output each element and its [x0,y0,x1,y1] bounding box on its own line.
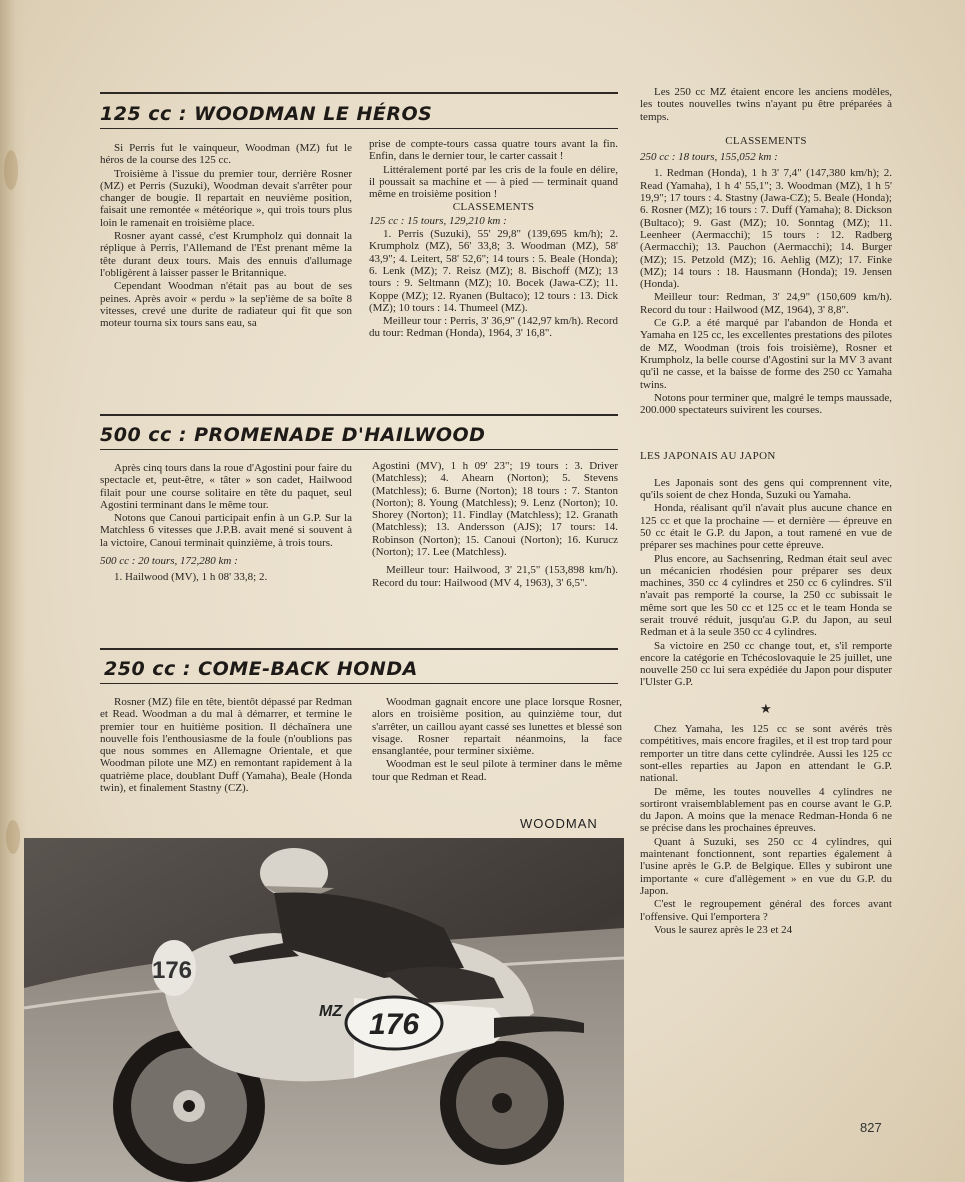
s250-col1 [100,696,352,795]
results-paragraph: Meilleur tour: Redman, 3' 24,9" (150,609 km/h). Record du tour : Hailwood (MZ, 1964), 3' 8,8". [640,291,892,316]
heading-125: 125 cc : WOODMAN LE HÉROS [100,103,433,125]
rule-500-top [100,414,618,416]
rule-250-top [100,648,618,650]
race-subtitle: 500 cc : 20 tours, 172,280 km : [100,555,238,568]
s125-col1 [100,142,352,330]
fairing-number: 176 [368,1008,420,1041]
paragraph: Si Perris fut le vainqueur, Woodman (MZ) fut le héros de la course des 125 cc. [100,142,352,167]
paragraph: Rosner ayant cassé, c'est Krumpholz qui donnait la réplique à Perris, l'Allemand de l'Est prenant même la tête durant deux tours. Mais des ennuis d'allumage l'obligèrent à laisser passer le Britannique. [100,230,352,279]
results-paragraph: 1. Perris (Suzuki), 55' 29,8" (139,695 km/h); 2. Krumpholz (MZ), 56' 33,8; 3. Woodman (MZ), 58' 43,9"; 4. Leitert, 58' 52,6"; 14 tours : 5. Beale (Honda); 6. Lenk (MZ); 7. Reisz (MZ); 8. Bischoff (MZ); 13 tours : 9. Seltmann (MZ); 10. Bocek (Jawa-CZ); 11. Koppe (MZ); 12. Ryanen (Bultaco); 12 tours : 13. Dick (MZ); 10 tours : 14. Thumeel (MZ). [369,228,618,314]
s125-col2 [369,138,618,341]
classements-heading: CLASSEMENTS [452,201,535,214]
front-number-plate: 176 [151,957,193,984]
paragraph: Notons pour terminer que, malgré le temps maussade, 200.000 spectateurs suivirent les courses. [640,391,892,417]
paper-stain [6,820,20,854]
right-column [640,86,892,937]
paragraph: Cependant Woodman n'était pas au bout de ses peines. Après avoir « perdu » la sep'ième de sa boîte 8 vitesses, crevé une durite de radiateur qui fit que son moteur tourna six tours sans eau, sa [100,280,352,330]
paragraph: Plus encore, au Sachsenring, Redman était seul avec un mécanicien rhodésien pour préparer ses deux machines, 350 cc 4 cylindres et 250 cc 6 cylindres. S'il n'avait pas remporté la course, la 250 cc subissait le même sort que les 50 cc et 125 cc et le team Honda se serait trouvé réduit, jusqu'au G.P. du Japon, au seul Redman et à la seule 350 cc 4 cylindres. [640,552,892,639]
paragraph: Rosner (MZ) file en tête, bientôt dépassé par Redman et Read. Woodman a du mal à démarrer, et termine le premier tour en huitième position. Il déchaînera une nouvelle fois l'enthousiasme de la foule (n'oublions pas que nous sommes en Allemagne Orientale, et que Woodman pilote une MZ) en remontant rapidement à la quatrième place, doublant Duff (Yamaha), Beale (Honda twin), et finalement Stastny (CZ). [100,696,352,795]
paragraph: Troisième à l'issue du premier tour, derrière Rosner (MZ) et Perris (Suzuki), Woodman devait s'arrêter pour changer de bougie. Il repartait en neuvième position, faisait une remontée « météorique », qui trois tours plus loin le ramenait en troisième place. [100,167,352,229]
rule-500-bottom [100,449,618,450]
heading-250: 250 cc : COME-BACK HONDA [104,658,418,680]
results-paragraph: Agostini (MV), 1 h 09' 23"; 19 tours : 3. Driver (Matchless); 4. Ahearn (Norton); 5. Stevens (Matchless); 6. Burne (Norton); 18 tours : 7. Stanton (Norton); 8. Young (Matchless); 9. Lenz (Norton); 10. Shorey (Norton); 11. Findlay (Matchless); 12. Granath (Matchless); 13. Andersson (AJS); 17 tours: 14. Robinson (Norton); 15. Canoui (Norton); 16. Kurucz (Norton); 17. Lee (Matchless). [372,460,618,559]
paragraph: Woodman est le seul pilote à terminer dans le même tour que Redman et Read. [372,758,622,783]
rear-wheel [440,1041,564,1165]
subheading-japonais: LES JAPONAIS AU JAPON [640,450,776,463]
rule-125-top [100,92,618,94]
star-separator: ★ [760,700,772,716]
heading-500: 500 cc : PROMENADE D'HAILWOOD [100,424,486,446]
paragraph: Quant à Suzuki, ses 250 cc 4 cylindres, qui maintenant fonctionnent, sont reparties également à l'usine après le G.P. de Belgique. Elles y subiront une importante « cure d'allègement » en vue du G.P. du Japon. [640,835,892,897]
s500-col1 [100,462,352,585]
results-paragraph: 1. Hailwood (MV), 1 h 08' 33,8; 2. [114,571,268,584]
paragraph: De même, les toutes nouvelles 4 cylindres ne sortiront vraisemblablement pas en course avant le G.P. du Japon. A moins que la menace Redman-Honda 6 ne se précise dans les prochaines épreuves. [640,785,892,835]
results-paragraph: Meilleur tour : Perris, 3' 36,9" (142,97 km/h). Record du tour: Redman (Honda), 1964, 3' 16,8". [369,315,618,340]
paragraph: Notons que Canoui participait enfin à un G.P. Sur la Matchless 6 vitesses que J.P.B. avait mené si souvent à la victoire, Canoui terminait quinzième, à trois tours. [100,512,352,549]
paper-stain [4,150,18,190]
paragraph: Vous le saurez après le 23 et 24 [654,923,793,936]
paragraph: Honda, réalisant qu'il n'avait plus aucune chance en 125 cc et que la prochaine — et dernière — épreuve en 50 cc était le G.P. du Japon, a tout ramené en vue de préparer ses machines pour cette épreuve. [640,502,892,552]
classements-heading: CLASSEMENTS [725,134,807,147]
race-photo [24,838,624,1182]
paragraph: prise de compte-tours cassa quatre tours avant la fin. Enfin, dans le dernier tour, le carter cassait ! [369,138,618,163]
results-paragraph: 1. Redman (Honda), 1 h 3' 7,4" (147,380 km/h); 2. Read (Yamaha), 1 h 4' 55,1"; 3. Woodman (MZ), 1 h 5' 19,9"; 17 tours : 4. Stastny (Jawa-CZ); 5. Beale (Honda); 6. Rosner (MZ); 16 tours : 7. Duff (Yamaha); 8. Dickson (Bultaco); 9. Gast (MZ); 10. Sonntag (MZ); 11. Leenheer (Aermacchi); 15 tours : 12. Radberg (Aermacchi); 13. Pauchon (Aermacchi); 14. Burger (MZ); 15. Petzold (MZ); 16. Aehlig (MZ); 17. Finke (MZ); 14 tours : 18. Hausmann (Honda); 19. Jensen (Honda). [640,167,892,291]
motorcycle-photo-illustration [24,838,624,1182]
race-subtitle: 125 cc : 15 tours, 129,210 km : [369,214,507,227]
rule-125-bottom [100,128,618,129]
paragraph: Littéralement porté par les cris de la foule en délire, il poussait sa machine et — à pied — terminait quand même en troisième position ! [369,163,618,201]
paragraph: Ce G.P. a été marqué par l'abandon de Honda et Yamaha en 125 cc, les excellentes prestations des pilotes de MZ, Woodman (trois fois troisième), Rosner et Krumpholz, la belle course d'Agostini sur la MV 3 avant qu'il ne casse, et la baisse de forme des 250 cc Yamaha twins. [640,317,892,391]
paragraph: Les Japonais sont des gens qui comprennent vite, qu'ils soient de chez Honda, Suzuki ou Yamaha. [640,476,892,502]
s500-col2 [372,460,618,590]
rule-250-bottom [100,683,618,684]
paragraph: C'est le regroupement général des forces avant l'offensive. Qui l'emportera ? [640,898,892,923]
race-subtitle: 250 cc : 18 tours, 155,052 km : [640,151,778,164]
paragraph: Sa victoire en 250 cc change tout, et, s'il remporte encore la catégorie en Tchécoslovaquie le 25 juillet, une nouvelle 250 cc lui sera expédiée du Japon pour disputer l'Ulster G.P. [640,639,892,689]
paragraph: Woodman gagnait encore une place lorsque Rosner, alors en troisième position, au quinzième tour, dut s'arrêter, un caillou ayant cassé ses lunettes et blessé son visage. Rosner repartait néanmoins, la face ensanglantée, pour terminer sixième. [372,696,622,758]
fairing-brand: MZ [319,1003,343,1020]
results-paragraph: Meilleur tour: Hailwood, 3' 21,5" (153,898 km/h). Record du tour: Hailwood (MV 4, 1963), 3' 6,5". [372,564,618,589]
s250-col2 [372,696,622,784]
paragraph: Chez Yamaha, les 125 cc se sont avérés très compétitives, mais encore fragiles, et il est trop tard pour remporter un titre dans cette cylindrée. Aussi les 125 cc sont-elles reparties au Japon en attendant le G.P. national. [640,723,892,785]
paragraph: Les 250 cc MZ étaient encore les anciens modèles, les toutes nouvelles twins n'ayant pu être préparées à temps. [640,86,892,123]
photo-caption: WOODMAN [520,816,598,831]
paragraph: Après cinq tours dans la roue d'Agostini pour faire du spectacle et, peut-être, « tâter » son cadet, Hailwood filait pour une course solitaire en tête du paquet, seul Agostini terminant dans le même tour. [100,462,352,511]
page-number: 827 [860,1120,882,1135]
